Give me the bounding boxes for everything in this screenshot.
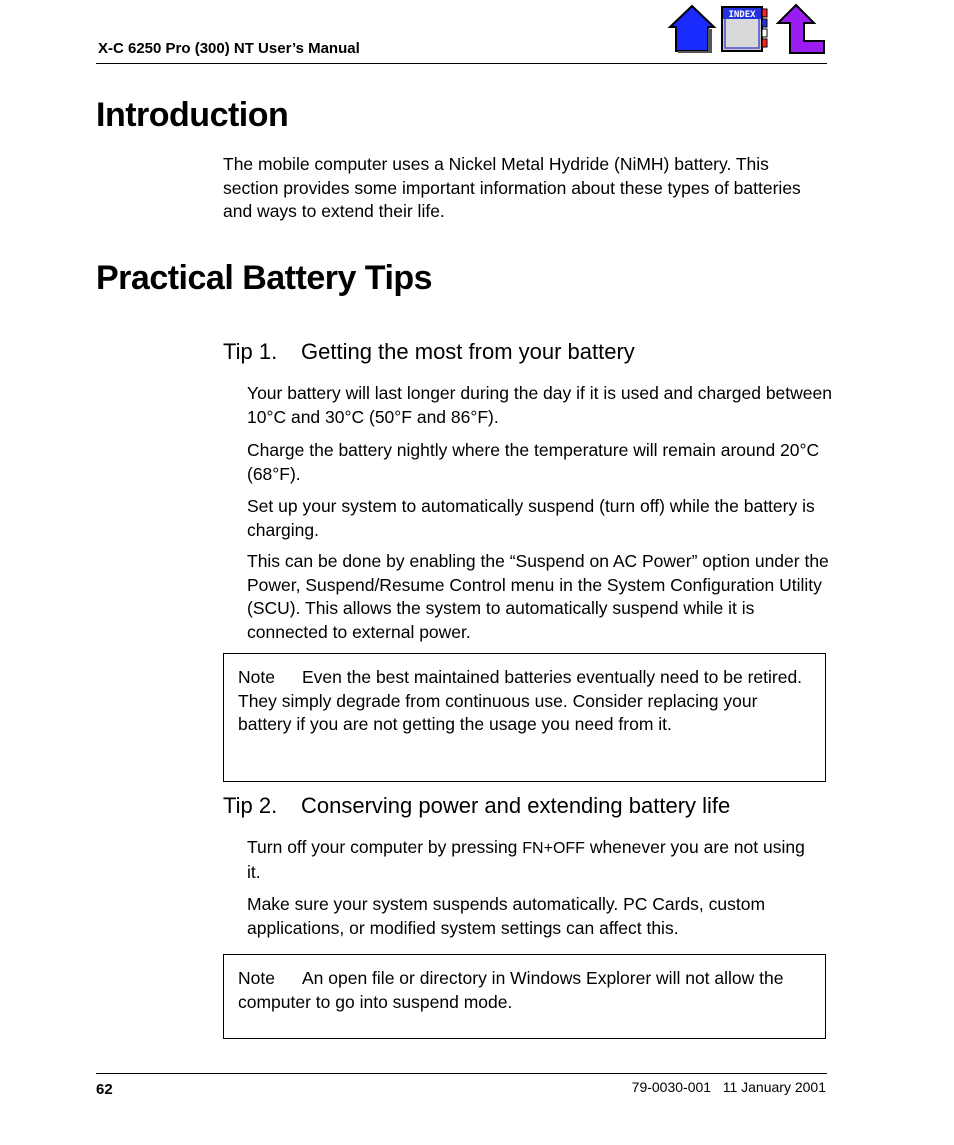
tip1-heading (223, 339, 635, 365)
up-button[interactable] (776, 3, 826, 55)
home-icon (667, 3, 717, 55)
note-text: An open file or directory in Windows Explorer will not allow the computer to go into suspend mode. (238, 968, 784, 1012)
tip1-paragraph-1: Your battery will last longer during the day if it is used and charged between 10°C and 30°C (50°F and 86°F). (247, 383, 832, 427)
document-id: 79-0030-001 11 January 2001 (631, 1079, 826, 1095)
note-label: Note (238, 968, 275, 988)
note-label: Note (238, 667, 275, 687)
home-button[interactable] (667, 3, 717, 55)
tip2-paragraph-1 (247, 836, 817, 884)
tips-heading: Practical Battery Tips (96, 259, 433, 297)
tip1-title: Getting the most from your battery (301, 339, 635, 364)
tip2-p1-text-end: whenever you are not using it. (247, 837, 805, 882)
footer-divider (96, 1073, 827, 1074)
tip1-paragraph-3: Set up your system to automatically suspend (turn off) while the battery is charging. (247, 496, 815, 540)
key-combo: FN+OFF (522, 840, 585, 857)
tip2-p1-text: Turn off your computer by pressing (247, 837, 523, 857)
index-button[interactable] (719, 3, 769, 55)
index-icon (719, 3, 769, 55)
up-arrow-icon (776, 3, 826, 55)
introduction-heading: Introduction (96, 96, 289, 134)
tip2-note-box (223, 954, 826, 1039)
note-text: Even the best maintained batteries eventually need to be retired. They simply degrade from continuous use. Consider replacing your battery if you are not getting the usage you need from it. (238, 667, 803, 734)
intro-paragraph: The mobile computer uses a Nickel Metal Hydride (NiMH) battery. This section provides some important information about these types of batteries and ways to extend their life. (223, 154, 801, 221)
tip1-paragraph-4: This can be done by enabling the “Suspend on AC Power” option under the Power, Suspend/Resume Control menu in the System Configuration Utility (SCU). This allows the system to automatically suspend while it is connected to external power. (247, 551, 829, 642)
tip2-title: Conserving power and extending battery life (301, 793, 731, 818)
page-number: 62 (96, 1081, 113, 1098)
manual-title: X-C 6250 Pro (300) NT User’s Manual (98, 40, 360, 57)
tip1-paragraph-2: Charge the battery nightly where the temperature will remain around 20°C (68°F). (247, 440, 820, 484)
tip2-heading (223, 793, 730, 819)
tip1-number: Tip 1. (223, 339, 278, 364)
header-divider (96, 63, 827, 64)
tip1-note-box (223, 653, 826, 782)
tip2-paragraph-2: Make sure your system suspends automatically. PC Cards, custom applications, or modified system settings can affect this. (247, 894, 766, 938)
tip2-number: Tip 2. (223, 793, 278, 818)
index-label: INDEX (728, 10, 756, 20)
